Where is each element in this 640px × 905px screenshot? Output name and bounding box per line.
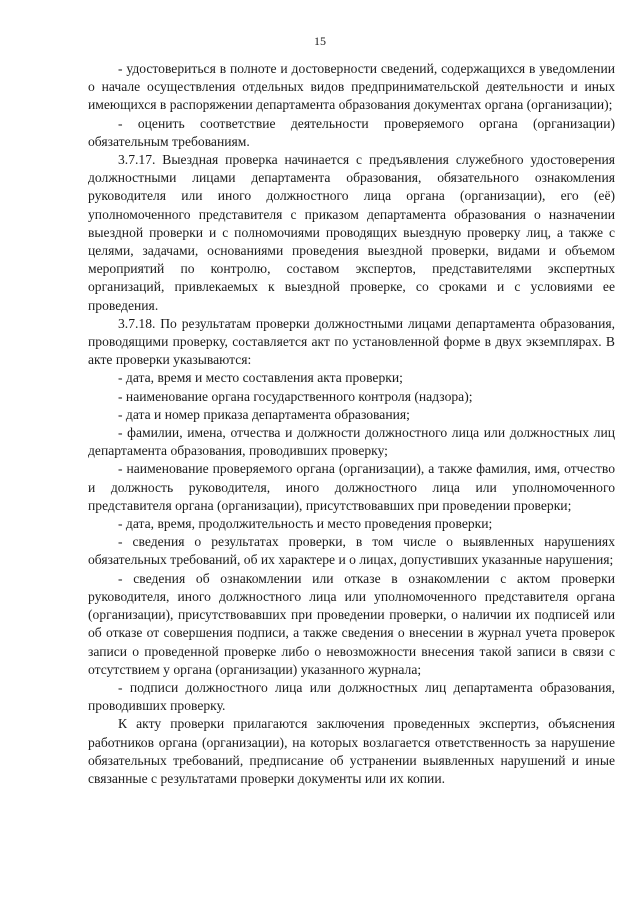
act-item-signatures: - подписи должностного лица или должностных лиц департамента образования, проводивших проверку. [88,679,615,714]
act-attachments-paragraph: К акту проверки прилагаются заключения проведенных экспертиз, объяснения работников органа (организации), на которых возлагается ответственность за нарушение обязательных требований, предписание об устранении выявленных нарушений и иные связанные с результатами проверки документы или их копии. [88,716,615,786]
act-item-inspectors: - фамилии, имена, отчества и должности должностного лица или должностных лиц департамента образования, проводивших проверку; [88,425,615,459]
act-item-inspected-organization: - наименование проверяемого органа (организации), а также фамилия, имя, отчество и должность руководителя, иного должностного лица или уполномоченного представителя органа (организации), присутствовавших при проведении проверки; [88,461,615,513]
act-item-results: - сведения о результатах проверки, в том числе о выявленных нарушениях обязательных требований, об их характере и о лицах, допустивших указанные нарушения; [88,534,615,568]
list-item-verify-completeness: - удостовериться в полноте и достоверности сведений, содержащихся в уведомлении о начале осуществления отдельных видов предпринимательской деятельности и иных имеющихся в распоряжении департамента образования документах органа (организации); [88,61,615,113]
act-item-inspection-time: - дата, время, продолжительность и место проведения проверки; [118,516,493,532]
act-item-date-place: - дата, время и место составления акта проверки; [118,370,403,386]
act-item-acknowledgement: - сведения об ознакомлении или отказе в ознакомлении с актом проверки руководителя, иного должностного лица или уполномоченного представителя органа (организации), присутствовавших при проведении проверки, о наличии их подписей или об отказе от совершения подписи, а также сведения о внесении в журнал учета проверок записи о проведенной проверке либо о невозможности внесения такой записи в связи с отсутствием у органа (организации) указанного журнала; [88,570,615,677]
list-item-assess-compliance: - оценить соответствие деятельности проверяемого органа (организации) обязательным требованиям. [88,115,615,149]
document-body [88,60,615,788]
page-number: 15 [314,34,326,48]
clause-3-7-18: 3.7.18. По результатам проверки должностными лицами департамента образования, проводящими проверку, составляется акт по установленной форме в двух экземплярах. В акте проверки указываются: [88,315,615,368]
act-item-control-body: - наименование органа государственного контроля (надзора); [118,388,473,404]
clause-3-7-17: 3.7.17. Выездная проверка начинается с предъявления служебного удостоверения должностными лицами департамента образования, обязательного ознакомления руководителя или иного должностного лица органа (организации), его (её) уполномоченного представителя с приказом департамента образования о назначении выездной проверки и с полномочиями проводящих выездную проверку лиц, а также с целями, задачами, основаниями проведения выездной проверки, видами и объемом мероприятий по контролю, составом экспертов, представителями экспертных организаций, привлекаемых к выездной проверке, со сроками и с условиями ее проведения. [88,152,615,313]
act-item-order-number: - дата и номер приказа департамента образования; [118,406,410,422]
